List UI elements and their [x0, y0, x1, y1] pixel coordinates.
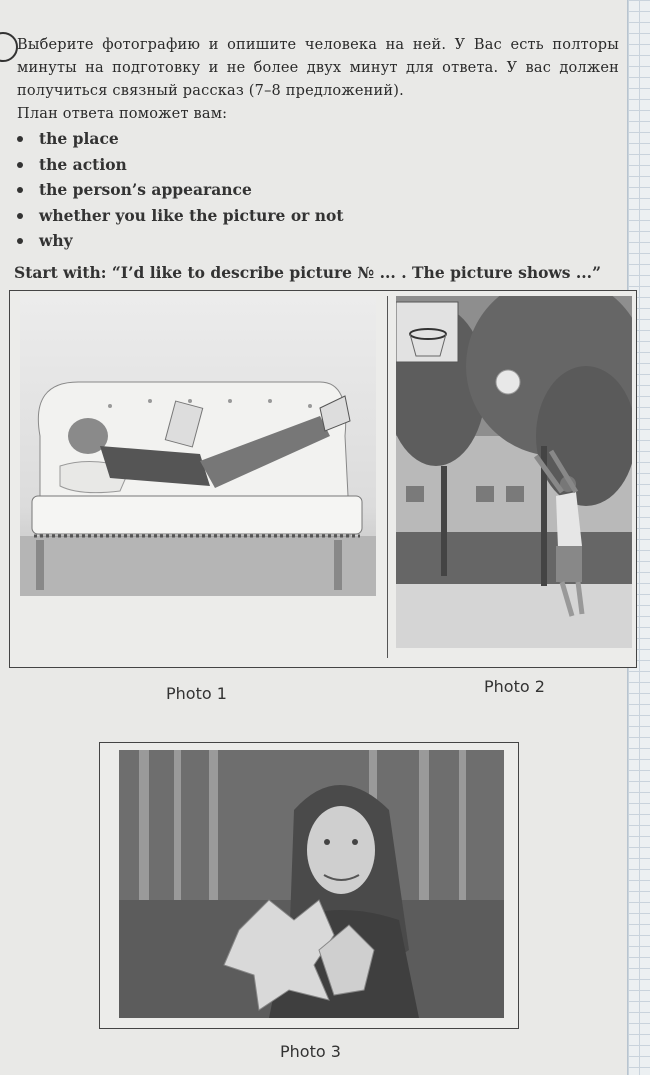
photo-2-image [396, 296, 632, 648]
photo-1-image [20, 296, 376, 596]
photo-divider [387, 296, 388, 658]
plan-item: the person’s appearance [14, 177, 343, 203]
photo-1-caption: Photo 1 [166, 684, 227, 703]
photo-3-image [119, 750, 504, 1018]
bullet-icon [17, 238, 23, 244]
plan-intro: План ответа поможет вам: [17, 106, 228, 122]
answer-plan-list [14, 126, 343, 254]
photo-3-caption: Photo 3 [280, 1042, 341, 1061]
bullet-icon [17, 187, 23, 193]
plan-item: the action [14, 152, 343, 178]
bullet-icon [17, 162, 23, 168]
start-with-prompt: Start with: “I’d like to describe picture № ... . The picture shows ...” [14, 263, 601, 282]
photo-2-caption: Photo 2 [484, 677, 545, 696]
plan-item: the place [14, 126, 343, 152]
plan-item: why [14, 228, 343, 254]
plan-item: whether you like the picture or not [14, 203, 343, 229]
task-number-circle [0, 32, 18, 62]
bullet-icon [17, 136, 23, 142]
task-text: Выберите фотографию и опишите человека на ней. У Вас есть полторы минуты на подготовку и не более двух минут для ответа. У вас должен получиться связный рассказ (7–8 предложений). [17, 37, 619, 99]
bullet-icon [17, 213, 23, 219]
task-instructions [17, 34, 619, 126]
